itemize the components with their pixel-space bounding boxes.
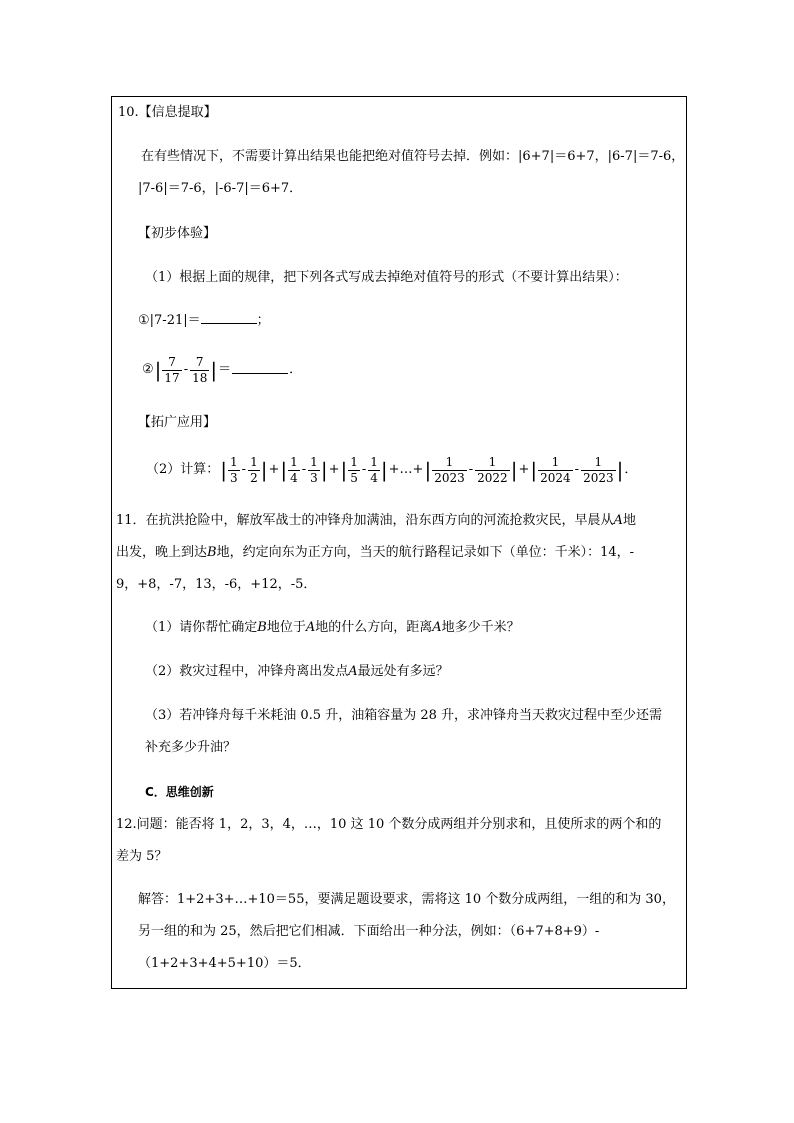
answer-blank-1[interactable] [201, 311, 257, 324]
fraction-denominator: 18 [192, 370, 208, 385]
fraction-denominator: 3 [310, 470, 318, 485]
fraction [248, 455, 260, 486]
q11-line2 [116, 543, 634, 563]
fraction-numerator: 1 [230, 454, 238, 469]
abs-bar: | [530, 458, 538, 482]
q10-item2-suffix: ． [289, 362, 303, 377]
q11-text: （1）请你帮忙确定 [145, 620, 258, 635]
q12-answer-line3: （1+2+3+4+5+10）＝5． [138, 956, 311, 971]
q11-text: 出发，晚上到达 [116, 545, 208, 560]
fraction-denominator: 17 [164, 370, 180, 385]
fraction-numerator: 7 [190, 355, 209, 371]
fraction [538, 455, 573, 486]
fraction-numerator: 1 [538, 455, 573, 471]
fraction [581, 455, 616, 486]
q10-item1-expression: ①|7-21|＝ [138, 313, 201, 328]
fraction-denominator: 2 [250, 470, 258, 485]
q10-section-extended: 【拓广应用】 [138, 415, 217, 430]
abs-bar: | [220, 458, 228, 482]
q11-sub3-line2: 补充多少升油？ [145, 740, 237, 755]
plus-sign: + [518, 462, 530, 477]
abs-bar-right: | [210, 358, 218, 382]
plus-sign: + [328, 462, 340, 477]
q11-text: 地位于 [266, 620, 306, 635]
fraction [228, 455, 240, 486]
fraction-numerator: 1 [310, 454, 318, 469]
q11-variable: B [257, 620, 267, 635]
fraction-numerator: 1 [350, 454, 358, 469]
abs-bar: | [380, 458, 388, 482]
fraction [288, 455, 300, 486]
q11-text: 11．在抗洪抢险中，解放军战士的冲锋舟加满油，沿东西方向的河流抢救灾民，早晨从 [116, 513, 614, 528]
fraction [432, 455, 467, 486]
fraction-numerator: 1 [290, 454, 298, 469]
fraction [162, 355, 181, 386]
fraction [190, 355, 209, 386]
q10-part2-end: ． [624, 462, 638, 477]
q11-line3: 9，+8，-7，13，-6，+12，-5． [116, 577, 317, 592]
fraction-denominator: 3 [230, 470, 238, 485]
fraction-denominator: 2024 [540, 470, 571, 485]
q11-line1 [116, 511, 636, 531]
q12-answer-line1: 解答：1+2+3+…+10＝55，要满足题设要求，需将这 10 个数分成两组，一组的和为 30， [138, 892, 675, 907]
q10-intro-line2: |7-6|＝7-6，|-6-7|＝6+7． [138, 181, 303, 196]
minus-sign: - [183, 362, 189, 377]
q10-item2-equals: ＝ [218, 362, 232, 377]
fraction-numerator: 1 [432, 455, 467, 471]
fraction-denominator: 4 [290, 470, 298, 485]
q10-item1 [138, 311, 270, 331]
q10-part2-prompt: （2）计算： [146, 462, 220, 477]
fraction-denominator: 5 [350, 470, 358, 485]
q11-sub3-line1: （3）若冲锋舟每千米耗油 0.5 升，油箱容量为 28 升，求冲锋舟当天救灾过程中至少还需 [145, 708, 663, 723]
abs-bar: | [260, 458, 268, 482]
abs-bar: | [424, 458, 432, 482]
q11-text: 地 [622, 513, 636, 528]
q11-sub2 [145, 662, 449, 682]
fraction-denominator: 2023 [434, 470, 465, 485]
q10-item1-suffix: ； [256, 313, 270, 328]
minus-sign: - [361, 462, 367, 477]
minus-sign: - [468, 462, 474, 477]
q11-text: （2）救灾过程中，冲锋舟离出发点 [145, 664, 349, 679]
q11-variable: A [305, 620, 316, 635]
fraction-denominator: 2022 [477, 470, 508, 485]
fraction-numerator: 1 [370, 454, 378, 469]
q12-answer-line2: 另一组的和为 25，然后把它们相减．下面给出一种分法，例如：（6+7+8+9）- [138, 924, 600, 939]
q10-title: 10.【信息提取】 [118, 105, 217, 120]
fraction [308, 455, 320, 486]
fraction [348, 455, 360, 486]
q10-item2-label: ② [142, 362, 154, 377]
answer-blank-2[interactable] [232, 361, 288, 374]
fraction-denominator: 2023 [583, 470, 614, 485]
ellipsis-sum: +…+ [388, 462, 424, 477]
q11-sub1 [145, 618, 520, 638]
q11-text: 地，约定向东为正方向，当天的航行路程记录如下（单位：千米）：14，- [216, 545, 635, 560]
abs-bar: | [340, 458, 348, 482]
abs-bar: | [616, 458, 624, 482]
fraction [475, 455, 510, 486]
minus-sign: - [241, 462, 247, 477]
minus-sign: - [301, 462, 307, 477]
fraction-denominator: 4 [370, 470, 378, 485]
q10-part1-prompt: （1）根据上面的规律，把下列各式写成去掉绝对值符号的形式（不要计算出结果）： [145, 270, 628, 285]
q11-variable: A [613, 513, 623, 528]
abs-bar: | [510, 458, 518, 482]
q10-section-initial: 【初步体验】 [138, 226, 217, 241]
q10-item2 [141, 352, 303, 389]
q11-text: 最远处有多远？ [357, 664, 449, 679]
q12-line1: 12.问题：能否将 1，2，3，4，…，10 这 10 个数分成两组并分别求和，且使所求的两个和的 [116, 817, 662, 832]
q12-line2: 差为 5？ [116, 849, 168, 864]
fraction [368, 455, 380, 486]
q10-part2 [145, 452, 638, 489]
q10-intro-line1: 在有些情况下，不需要计算出结果也能把绝对值符号去掉．例如：|6+7|＝6+7，|6-7|＝7-6， [141, 149, 685, 164]
q11-variable: A [432, 620, 442, 635]
q11-variable: A [348, 664, 358, 679]
minus-sign: - [574, 462, 580, 477]
q11-text: 地多少千米？ [441, 620, 520, 635]
q11-text: 地的什么方向，距离 [315, 620, 433, 635]
abs-bar: | [280, 458, 288, 482]
q11-variable: B [207, 545, 217, 560]
fraction-numerator: 1 [581, 455, 616, 471]
fraction-numerator: 7 [162, 355, 181, 371]
abs-bar: | [320, 458, 328, 482]
fraction-numerator: 1 [475, 455, 510, 471]
fraction-numerator: 1 [250, 454, 258, 469]
abs-bar-left: | [154, 358, 162, 382]
section-c-heading: C．思维创新 [145, 785, 214, 799]
plus-sign: + [268, 462, 280, 477]
